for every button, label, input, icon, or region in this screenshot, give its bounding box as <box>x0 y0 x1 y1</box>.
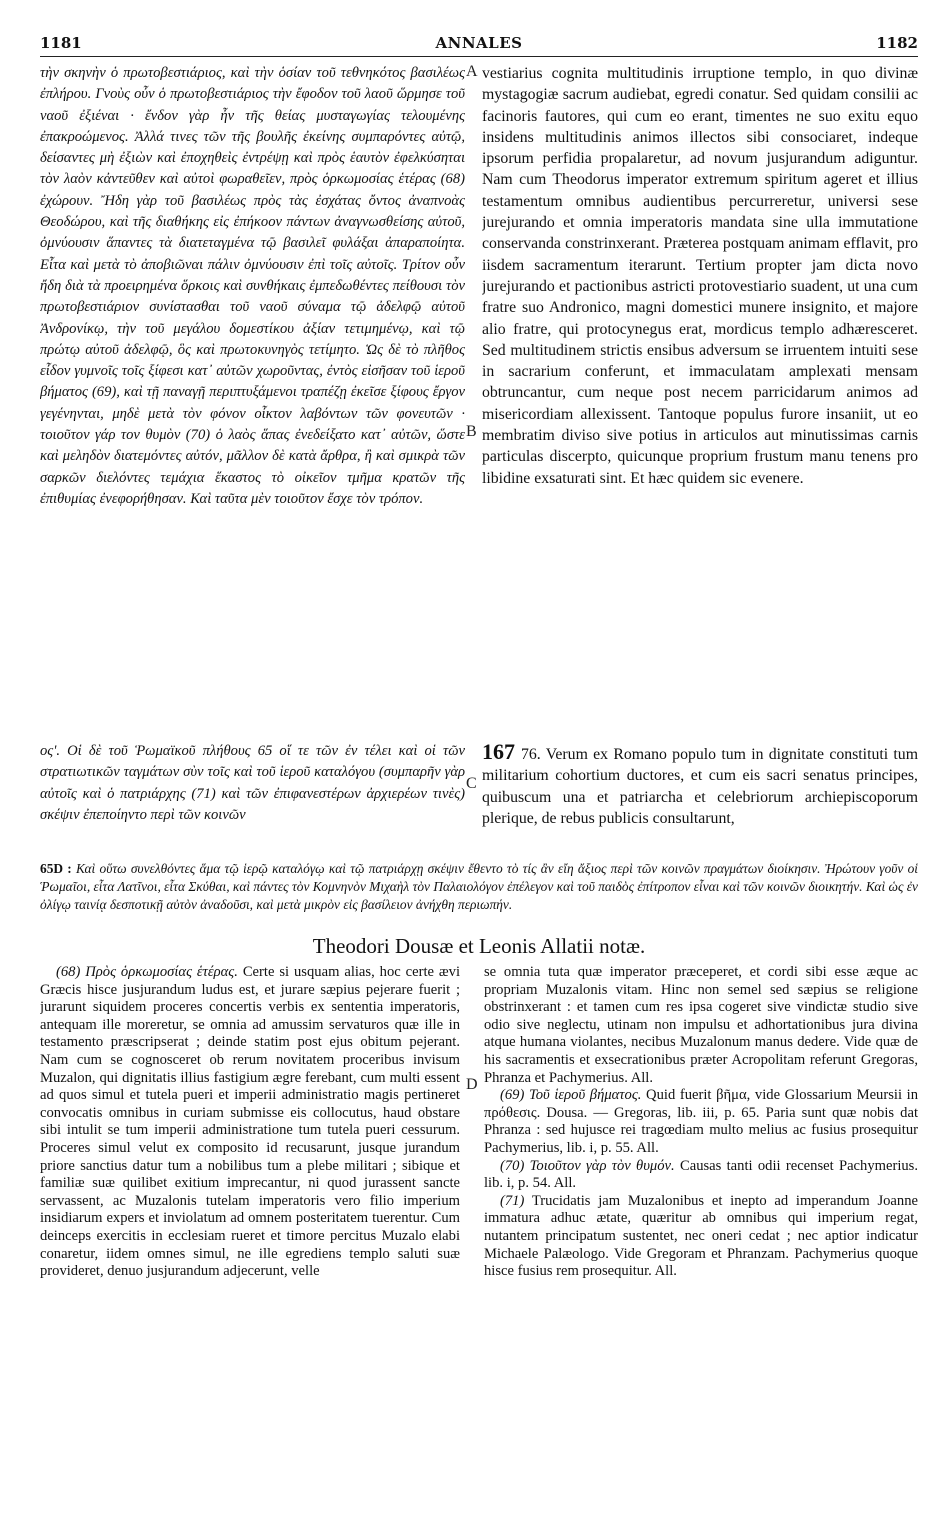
note-text: Causas tanti odii recenset Pachymerius. lib. i, p. 54. All. <box>484 1157 918 1192</box>
note-lemma: (70) Τοιοῦτον γὰρ τὸν θυμόν. <box>500 1157 675 1174</box>
margin-letter-b: B <box>466 423 477 440</box>
section-number: 167 <box>482 741 515 764</box>
header-rule <box>40 56 918 57</box>
note-69 <box>484 1087 918 1157</box>
page-number-right: 1182 <box>876 34 918 52</box>
running-title: ANNALES <box>435 34 523 52</box>
margin-letter-a: A <box>466 63 478 80</box>
note-lemma: (71) <box>500 1192 525 1209</box>
note-text: Trucidatis jam Muzalonibus et inepto ad imperandum Joanne immatura adhuc ætate, quæritur ab omnibus qui imperium regat, nutantem principatum sustentet, nec oneri cedat ; nec aptior indicatur Michaele Palæologo. Vide Gregoram et Phranzam. Pachymerius quoque hisce fusius rem prosequitur. All. <box>484 1192 918 1280</box>
page-number-left: 1181 <box>40 34 82 52</box>
footnote-label: 65D : <box>40 861 72 876</box>
note-71 <box>484 1193 918 1281</box>
note-text: Certe si usquam alias, hoc certe ævi Græcis hisce jusjurandum ludus est, et jurare sæpius pejerare fuerit ; jurarunt siquidem proceres concertis verbis ex sententia imperatoris, antequam ille moreretur, se omnia ad amussim servaturos quæ ille in testamento præscripserat ; deinde statim post ejus obitum pejerant. Nam cum se cognosceret ob rerum novitatem proceribus invisum Muzalon, qui dignitatis illius fastigium ægre ferebant, cum multi essent ad quos simul et tutela pueri et imperii administratio magis pertineret convocatis omnibus in curiam submisse eis collocutus, haud obstare sibi intulit se tum imperii administratione tum tutela pueri cessurum. Proceres simul velut ex composito id recusarunt, jusque jurandum priore sanctius datur tum a nobilibus tum a plebe militari ; sibique et familiæ suæ quilibet exitium imprecantur, ni quod jurassent sancte servassent, ac Muzalonis tutelam imperatoris vero filio imperium insidiarum expers et inviolatum ad omnem posteritatem tuerentur. Cum deinceps exercitis in ecclesiam rueret et timore percitus Muzalo elabi conaretur, iidem omnes simul, ne ille egrediens templo saluti suæ provideret, denuo jusjurandum adjecerunt, velle <box>40 964 460 1280</box>
greek-variant-footnote <box>40 860 918 914</box>
notes-left-column <box>40 964 460 1281</box>
greek-text-column: τὴν σκηνὴν ὁ πρωτοβεστιάριος, καὶ τὴν ὁσίαν τοῦ τεθνηκότος βασιλέως ἐπλήρου. Γνοὺς οὖν ὁ πρωτοβεστιάριος τὴν ἔφοδον τοῦ λαοῦ ὥρμησε τοῦ ναοῦ ἐξιέναι · ἔνδον γὰρ ἦν τῆς θείας μυσταγωγίας τελουμένης ἐπακροώμενος. Ἀλλά τινες τῶν τῆς βουλῆς ἐκείνης συμπαρόντες αὐτῷ, δείσαντες μὴ ἐξιὼν καὶ ἐποχηθεὶς ἐντρέψῃ καὶ πρὸς ἑαυτὸν ἐφελκύσηται τὸν λαὸν κἀντεῦθεν καὶ αὐτοὶ φωραθεῖεν, πρὸς ὁρκωμοσίας ἑτέρας (68) ἐχώρουν. Ἤδη γὰρ τοῦ βασιλέως πρὸς τὰς ἐσχάτας ὄντος ἀναπνοὰς Θεοδώρου, καὶ τῆς διαθήκης εἰς ἐπήκοον πάντων ἀναγνωσθείσης αὐτοῦ, ὀμνύουσιν ἅπαντες τὰ διατεταγμένα τῷ βασιλεῖ φυλάξαι ἀπαραποίητα. Εἶτα καὶ μετὰ τὸ ἀποβιῶναι πάλιν ὀμνύουσιν ἐπὶ τοῖς αὐτοῖς. Τρίτον οὖν ἤδη διὰ τὰ προειρημένα ὅρκοις καὶ συνθήκαις ἐμπεδωθέντες πείθουσι τὸν πρωτοβεστιάριον συνίστασθαι τοῦ ναοῦ σύναμα τῷ ἀδελφῷ αὐτοῦ Ἀνδρονίκῳ, τὴν τοῦ μεγάλου δομεστίκου ἀξίαν τετιμημένῳ, καὶ τῷ πρώτῳ αὐτοῦ ἀδελφῷ, ὃς καὶ πρωτοκυνηγὸς τετίμητο. Ὡς δὲ τὸ πλῆθος εἶδον γυμνοῖς τοῖς ξίφεσι κατ᾽ αὐτῶν χωροῦντας, ἐντὸς εἰσῆσαν τοῦ ἱεροῦ βήματος (69), καὶ τῇ παναγῇ περιπτυξάμενοι τραπέζῃ ἐκεῖσε ξίφους ἔργον γεγένηνται, μηδὲ μετὰ τὸν φόνον οἶκτον λαβόντων τῶν φονευτῶν · τοιοῦτον γάρ τον θυμὸν (70) ὁ λαὸς ἅπας ἐνεδείξατο κατ᾽ αὐτῶν, ὥστε καὶ μεληδὸν διατεμόντες αὐτόν, μᾶλλον δὲ κατὰ ἄρθρα, ἢ καὶ σμικρὰ τῶν σαρκῶν διελόντες τεμάχια ἕκαστος τὸ οἰκεῖον τμῆμα κρατῶν τῆς ἐπιθυμίας ἐνεφορήθησαν. Καὶ ταῦτα μὲν τοιοῦτον ἔσχε τὸν τρόπον. <box>40 65 465 507</box>
notes-title: Theodori Dousæ et Leonis Allatii notæ. <box>312 934 646 958</box>
note-68 <box>40 964 460 1281</box>
latin-section-76-text: 76. Verum ex Romano populo tum in dignitate constituti tum militarium cohortium ductores, et cum eis sacri senatus principes, quibuscum una et patriarcha et celebriorum archiepiscoporum plerique, de rebus publicis consultarunt, <box>482 746 918 827</box>
note-70 <box>484 1158 918 1193</box>
latin-section-76 <box>482 741 918 829</box>
note-lemma: (68) Πρὸς ὁρκωμοσίας ἑτέρας. <box>56 964 238 980</box>
footnote-text: Καὶ οὕτω συνελθόντες ἅμα τῷ ἱερῷ καταλόγῳ καὶ τῷ πατριάρχῃ σκέψιν ἔθεντο τὸ τίς ἂν εἴη ἄξιος περὶ τῶν κοινῶν πραγμάτων διοίκησιν. Ἠρώτουν γοῦν οἱ Ῥωμαῖοι, εἶτα Λατῖνοι, εἶτα Σκύθαι, καὶ πάντες τὸν Κομνηνὸν Μιχαὴλ τὸν Παλαιολόγον ἐπέλεγον καὶ τοῦ παιδὸς ἐπίτροπον εἶναι καὶ τῶν κοινῶν διοικητήν. Καὶ ὡς ἐν ὀλίγῳ ταινίᾳ δεσποτικῇ αὐτὸν ἀναδοῦσι, καὶ μετὰ μικρὸν εἰς βασίλειον ἀνήχθη περιωπήν. <box>40 861 918 912</box>
margin-letter-c: C <box>466 775 477 792</box>
running-header <box>40 34 918 56</box>
note-lemma: (69) Τοῦ ἱεροῦ βήματος. <box>500 1087 642 1104</box>
note-68-continued: se omnia tuta quæ imperator præceperet, et cordi sibi esse æque ac propriam Muzalonis vitam. Hinc non semel sed sæpius se religione obstrinxerant : et tamen cum res ipsa cogeret sive vindictæ studio sive odio sive neglectu, utinam non impulsu et adhortationibus jura divina atque humana violantes, necibus Muzalonum manus dedere. Vide quæ de his sacramentis et exsecrationibus præter Acropolitam referunt Gregoras, Phranza et Pachymerius. All. <box>484 964 918 1086</box>
notes-right-column <box>484 964 918 1281</box>
margin-letter-d: D <box>466 1076 478 1093</box>
greek-section-76: ος'. Οἱ δὲ τοῦ Ῥωμαϊκοῦ πλήθους 65 οἵ τε τῶν ἐν τέλει καὶ οἱ τῶν στρατιωτικῶν ταγμάτων σὺν τοῖς καὶ τοῦ ἱεροῦ καταλόγου (συμπαρῆν γὰρ αὐτοῖς καὶ ὁ πατριάρχης (71) καὶ τῶν ἐπιφανεστέρων ἀρχιερέων τινὲς) σκέψιν ἐπεποίηντο περὶ τῶν κοινῶν <box>40 743 465 823</box>
latin-translation-column: vestiarius cognita multitudinis irruptione templo, in quo divinæ mystagogiæ sacrum audiebat, egredi conatur. Sed quidam consilii ac facinoris fautores, qui cum eo erant, timentes ne suo exitu equo insidens multitudinis animos illectos sibi consociaret, indeque ipsorum perfidia propalaretur, ad novum jusjurandum adiguntur. Nam cum Theodorus imperator extremum spiritum ageret et illius testamentum omnibus audientibus percurreretur, universi sese jurejurando et omnia imperatoris mandata sine ulla immutatione conservanda constrinxerant. Præterea postquam animam efflavit, pro iisdem sacramentum iterarunt. Tertium propter jam dicta novo jurejurando et pactionibus astricti protovestiario suadent, ut una cum fratre suo Andronico, magni domestici munere insignito, et majore alio fratre, qui protocynegus erat, mordicus templo adhæresceret. Sed multitudinem strictis ensibus adversum se irruentem intuiti sese in sacrarium conferunt, et immaculatam amplexati mensam obtruncantur, cum neque post necem parricidarum animos ad misericordiam allexissent. Tantoque populus furore insaniit, ut eo membratim diviso sive potius in articulos aut minutissimas carnis particulas discerpto, quicunque proprium frustum manu tenens pro libidine exsaturati sint. Et hæc quidem sic evenere. <box>482 65 918 487</box>
note-text: Quid fuerit βῆμα, vide Glossarium Meursii in πρόθεσις. Dousa. — Gregoras, lib. iii, p. 65. Paria sunt quæ nobis dat Phranza : sed hujusce rei tragœdiam multo melius ac fusius prosequitur Pachymerius, lib. i, p. 55. All. <box>484 1087 918 1156</box>
